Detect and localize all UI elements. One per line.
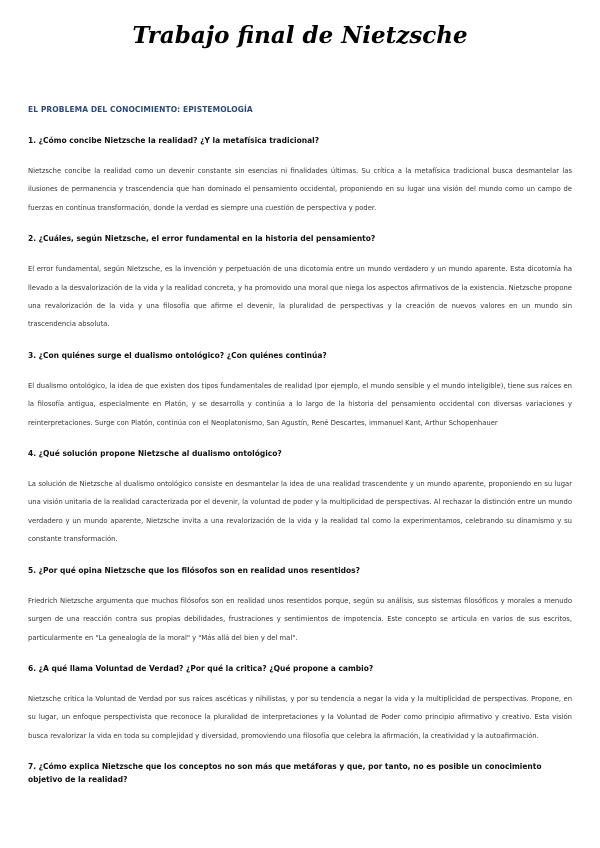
answer-4: La solución de Nietzsche al dualismo ontológico consiste en desmantelar la idea de una realidad trascendente y un mundo aparente, proponiendo en su lugar una visión unitaria de la realidad caracterizada por el devenir, la voluntad de poder y la multiplicidad de perspectivas. Al rechazar la distinción entre un mundo verdadero y un mundo aparente, Nietzsche invita a una revalorización de la vida y la realidad tal como la experimentamos, celebrando su dinamismo y su constante transformación. — [28, 480, 572, 544]
section-heading: EL PROBLEMA DEL CONOCIMIENTO: EPISTEMOLOGÍA — [28, 105, 253, 114]
answer-6: Nietzsche critica la Voluntad de Verdad por sus raíces ascéticas y nihilistas, y por su tendencia a negar la vida y la multiplicidad de perspectivas. Propone, en su lugar, un enfoque perspectivista que reconoce la pluralidad de interpretaciones y la Voluntad de Poder como principio afirmativo y creativo. Esta visión busca revalorizar la vida en toda su complejidad y diversidad, promoviendo una filosofía que celebra la afirmación, la creatividad y la autoafirmación. — [28, 694, 572, 740]
answer-5: Friedrich Nietzsche argumenta que muchos filósofos son en realidad unos resentidos porque, según su análisis, sus sistemas filosóficos y morales a menudo surgen de una reacción contra sus propias debilidades, frustraciones y sentimientos de impotencia. Este concepto se articula en varios de sus escritos, particularmente en "La genealogía de la moral" y "Más allá del bien y del mal". — [28, 596, 572, 642]
answer-2: El error fundamental, según Nietzsche, es la invención y perpetuación de una dicotomía entre un mundo verdadero y un mundo aparente. Esta dicotomía ha llevado a la desvalorización de la vida y la realidad concreta, y ha promovido una moral que niega los aspectos afirmativos de la existencia. Nietzsche propone una revalorización de la vida y una filosofía que afirme el devenir, la pluralidad de perspectivas y la creación de nuevos valores en un mundo sin trascendencia absoluta. — [28, 265, 572, 329]
question-2: 2. ¿Cuáles, según Nietzsche, el error fundamental en la historia del pensamiento? — [28, 234, 376, 244]
question-5: 5. ¿Por qué opina Nietzsche que los filósofos son en realidad unos resentidos? — [28, 565, 360, 575]
answer-3: El dualismo ontológico, la idea de que existen dos tipos fundamentales de realidad (por ejemplo, el mundo sensible y el mundo inteligible), tiene sus raíces en la filosofía antigua, especialmente en Platón, y se desarrolla y continúa a lo largo de la historia del pensamiento occidental con diversas variaciones y reinterpretaciones. Surge con Platón, continúa con el Neoplatonismo, San Agustín, René Descartes, immanuel Kant, Arthur Schopenhauer — [28, 381, 572, 427]
document-title: Trabajo final de Nietzsche — [132, 22, 468, 49]
document-body — [28, 105, 572, 801]
question-6: 6. ¿A qué llama Voluntad de Verdad? ¿Por qué la critica? ¿Qué propone a cambio? — [28, 663, 374, 673]
answer-1: Nietzsche concibe la realidad como un devenir constante sin esencias ni finalidades últimas. Su crítica a la metafísica tradicional busca desmantelar las ilusiones de permanencia y trascendencia que han dominado el pensamiento occidental, proponiendo en su lugar una visión del mundo como un campo de fuerzas en continua transformación, donde la verdad es siempre una cuestión de perspectiva y poder. — [28, 167, 572, 212]
question-4: 4. ¿Qué solución propone Nietzsche al dualismo ontológico? — [28, 449, 282, 459]
question-7: 7. ¿Cómo explica Nietzsche que los conceptos no son más que metáforas y que, por tanto, no es posible un conocimiento objetivo de la realidad? — [28, 762, 542, 785]
question-3: 3. ¿Con quiénes surge el dualismo ontológico? ¿Con quiénes continúa? — [28, 350, 327, 360]
question-1: 1. ¿Cómo concibe Nietzsche la realidad? ¿Y la metafísica tradicional? — [28, 136, 320, 145]
